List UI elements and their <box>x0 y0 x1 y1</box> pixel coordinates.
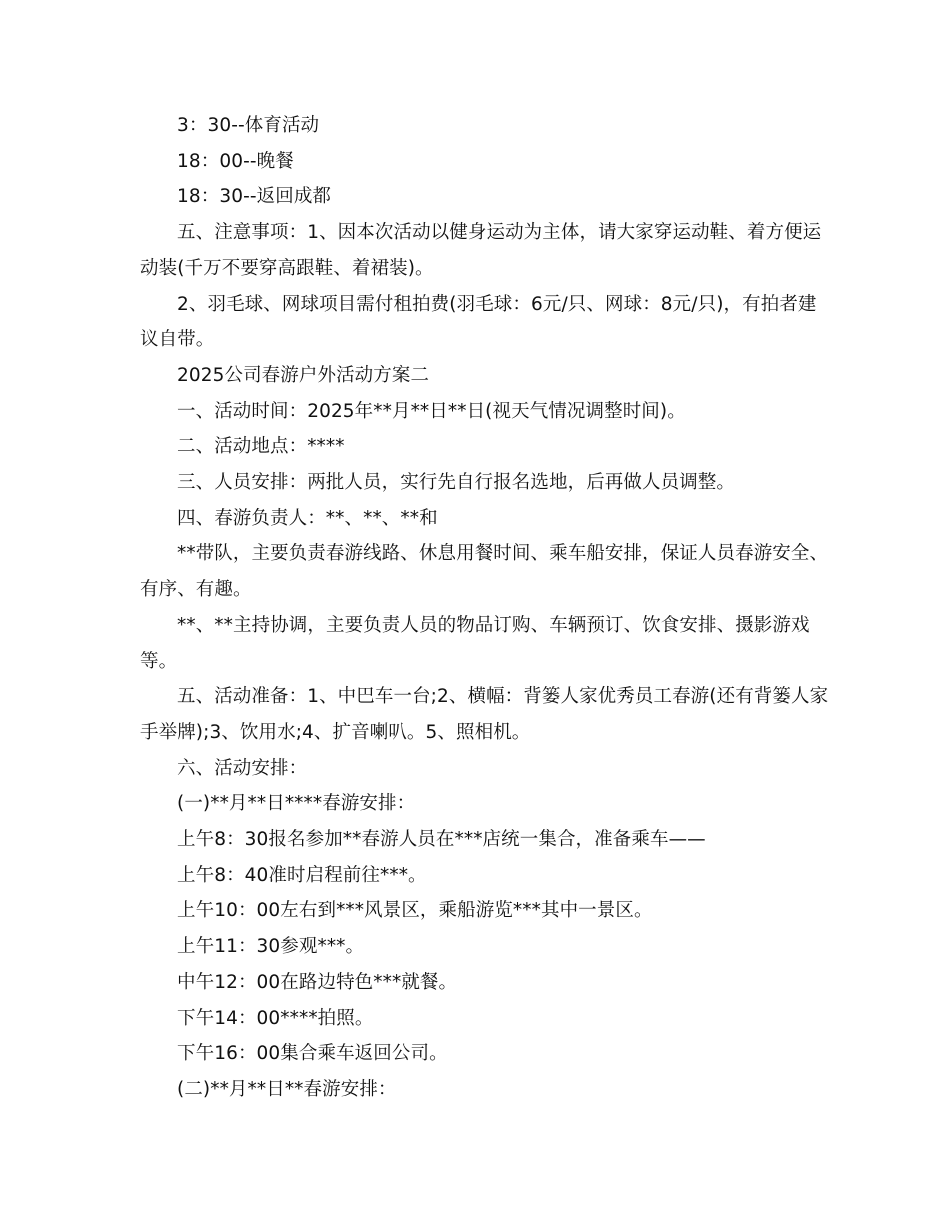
paragraph-activity-time: 一、活动时间：2025年**月**日**日(视天气情况调整时间)。 <box>177 400 686 422</box>
paragraph-schedule-return: 18：30--返回成都 <box>177 186 332 208</box>
paragraph-responsible-persons: 四、春游负责人：**、**、**和 <box>177 507 438 529</box>
paragraph-day-one-heading: (一)**月**日****春游安排： <box>177 793 416 815</box>
plan-two-title: 2025公司春游户外活动方案二 <box>177 364 430 386</box>
paragraph-day-one-1130: 上午11：30参观***。 <box>177 936 365 958</box>
paragraph-schedule-sports: 3：30--体育活动 <box>177 115 320 136</box>
paragraph-racket-fee: 2、羽毛球、网球项目需付租拍费(羽毛球：6元/只、网球：8元/只)，有拍者建议自带。 <box>140 293 817 351</box>
paragraph-activity-location: 二、活动地点：**** <box>177 436 345 458</box>
paragraph-day-one-1600: 下午16：00集合乘车返回公司。 <box>177 1043 448 1065</box>
paragraph-day-one-0840: 上午8：40准时启程前往***。 <box>177 864 427 886</box>
paragraph-schedule-dinner: 18：00--晚餐 <box>177 150 294 172</box>
paragraph-preparation: 五、活动准备：1、中巴车一台;2、横幅：背篓人家优秀员工春游(还有背篓人家手举牌);3、饮用水;4、扩音喇叭。5、照相机。 <box>140 686 829 743</box>
paragraph-day-one-1200: 中午12：00在路边特色***就餐。 <box>177 971 458 993</box>
paragraph-day-one-1400: 下午14：00****拍照。 <box>177 1007 374 1029</box>
paragraph-team-leader: **带队，主要负责春游线路、休息用餐时间、乘车船安排，保证人员春游安全、有序、有趣。 <box>140 543 829 601</box>
document-body <box>140 108 830 1108</box>
paragraph-day-one-0830: 上午8：30报名参加**春游人员在***店统一集合，准备乘车—— <box>177 829 706 851</box>
paragraph-notes: 五、注意事项：1、因本次活动以健身运动为主体，请大家穿运动鞋、着方便运动装(千万不要穿高跟鞋、着裙装)。 <box>140 222 822 279</box>
paragraph-arrangement-heading: 六、活动安排： <box>177 757 308 779</box>
paragraph-coordinator: **、**主持协调，主要负责人员的物品订购、车辆预订、饮食安排、摄影游戏等。 <box>140 614 810 672</box>
paragraph-day-one-1000: 上午10：00左右到***风景区，乘船游览***其中一景区。 <box>177 900 653 922</box>
paragraph-day-two-heading: (二)**月**日**春游安排： <box>177 1078 397 1100</box>
paragraph-staff-arrangement: 三、人员安排：两批人员，实行先自行报名选地，后再做人员调整。 <box>177 472 736 494</box>
